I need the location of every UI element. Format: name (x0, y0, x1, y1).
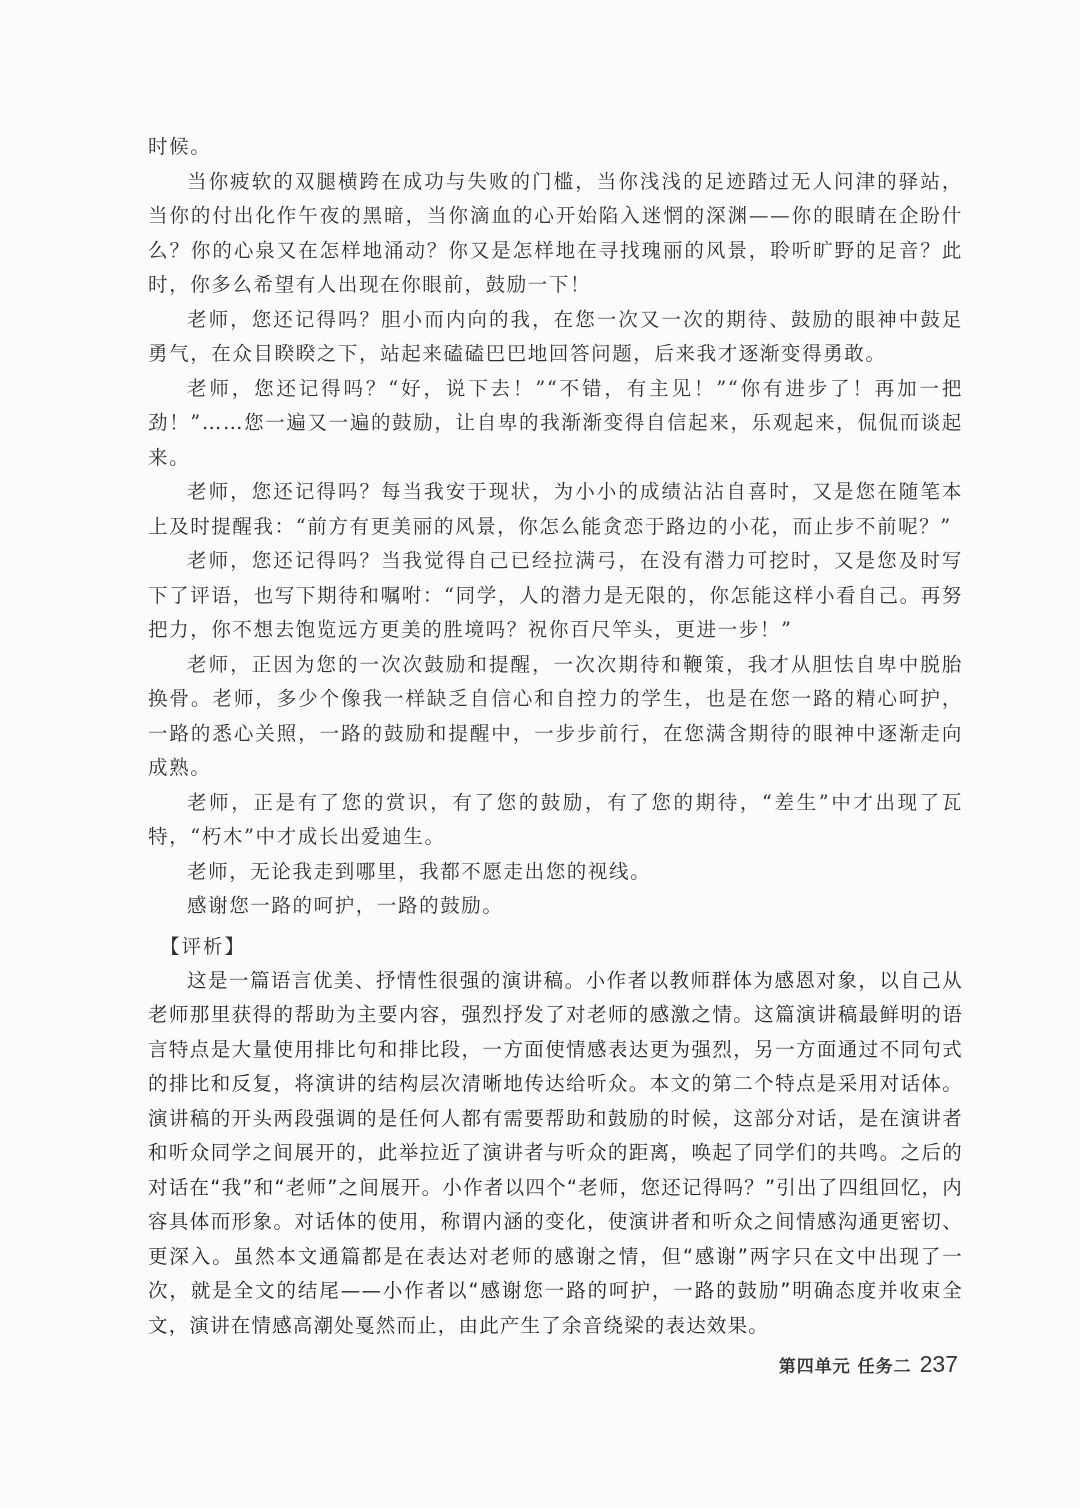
speech-paragraph: 老师，无论我走到哪里，我都不愿走出您的视线。 (187, 859, 652, 883)
comment-section (148, 964, 963, 1344)
page-footer (779, 1351, 958, 1378)
page-number: 237 (919, 1351, 958, 1377)
speech-paragraph: 老师，您还记得吗？胆小而内向的我，在您一次又一次的期待、鼓励的眼神中鼓足勇气，在众目睽睽之下，站起来磕磕巴巴地回答问题，后来我才逐渐变得勇敢。 (148, 307, 963, 365)
page-body (148, 130, 963, 1343)
comment-paragraph: 这是一篇语言优美、抒情性很强的演讲稿。小作者以教师群体为感恩对象，以自己从老师那里获得的帮助为主要内容，强烈抒发了对老师的感激之情。这篇演讲稿最鲜明的语言特点是大量使用排比句和排比段，一方面使情感表达更为强烈，另一方面通过不同句式的排比和反复，将演讲的结构层次清晰地传达给听众。本文的第二个特点是采用对话体。演讲稿的开头两段强调的是任何人都有需要帮助和鼓励的时候，这部分对话，是在演讲者和听众同学之间展开的，此举拉近了演讲者与听众的距离，唤起了同学们的共鸣。之后的对话在“我”和“老师”之间展开。小作者以四个“老师，您还记得吗？”引出了四组回忆，内容具体而形象。对话体的使用，称谓内涵的变化，使演讲者和听众之间情感沟通更密切、更深入。虽然本文通篇都是在表达对老师的感谢之情，但“感谢”两字只在文中出现了一次，就是全文的结尾——小作者以“感谢您一路的呵护，一路的鼓励”明确态度并收束全文，演讲在情感高潮处戛然而止，由此产生了余音绕梁的表达效果。 (148, 968, 963, 1337)
unit-label: 第四单元 任务二 (778, 1357, 912, 1377)
speech-paragraph: 时候。 (148, 135, 212, 158)
speech-paragraph: 感谢您一路的呵护，一路的鼓励。 (187, 894, 504, 917)
speech-paragraph: 老师，正是有了您的赏识，有了您的鼓励，有了您的期待，“差生”中才出现了瓦特，“朽木”中才成长出爱迪生。 (148, 790, 963, 848)
speech-paragraph: 老师，您还记得吗？每当我安于现状，为小小的成绩沾沾自喜时，又是您在随笔本上及时提醒我：“前方有更美丽的风景，你怎么能贪恋于路边的小花，而止步不前呢？” (148, 480, 963, 538)
speech-paragraph: 老师，您还记得吗？当我觉得自己已经拉满弓，在没有潜力可挖时，又是您及时写下了评语，也写下期待和嘱咐：“同学，人的潜力是无限的，你怎能这样小看自己。再努把力，你不想去饱览远方更美的胜境吗？祝你百尺竿头，更进一步！” (148, 549, 963, 641)
speech-paragraph: 老师，正因为您的一次次鼓励和提醒，一次次期待和鞭策，我才从胆怯自卑中脱胎换骨。老师，多少个像我一样缺乏自信心和自控力的学生，也是在您一路的精心呵护，一路的悉心关照，一路的鼓励和提醒中，一步步前行，在您满含期待的眼神中逐渐走向成熟。 (148, 652, 963, 779)
speech-paragraph: 老师，您还记得吗？“好，说下去！”“不错，有主见！”“你有进步了！再加一把劲！”……您一遍又一遍的鼓励，让自卑的我渐渐变得自信起来，乐观起来，侃侃而谈起来。 (148, 376, 963, 469)
comment-heading: 【评析】 (160, 934, 247, 958)
speech-text (148, 130, 963, 924)
speech-paragraph: 当你疲软的双腿横跨在成功与失败的门槛，当你浅浅的足迹踏过无人问津的驿站，当你的付出化作午夜的黑暗，当你滴血的心开始陷入迷惘的深渊——你的眼睛在企盼什么？你的心泉又在怎样地涌动？你又是怎样地在寻找瑰丽的风景，聆听旷野的足音？此时，你多么希望有人出现在你眼前，鼓励一下！ (148, 169, 963, 296)
